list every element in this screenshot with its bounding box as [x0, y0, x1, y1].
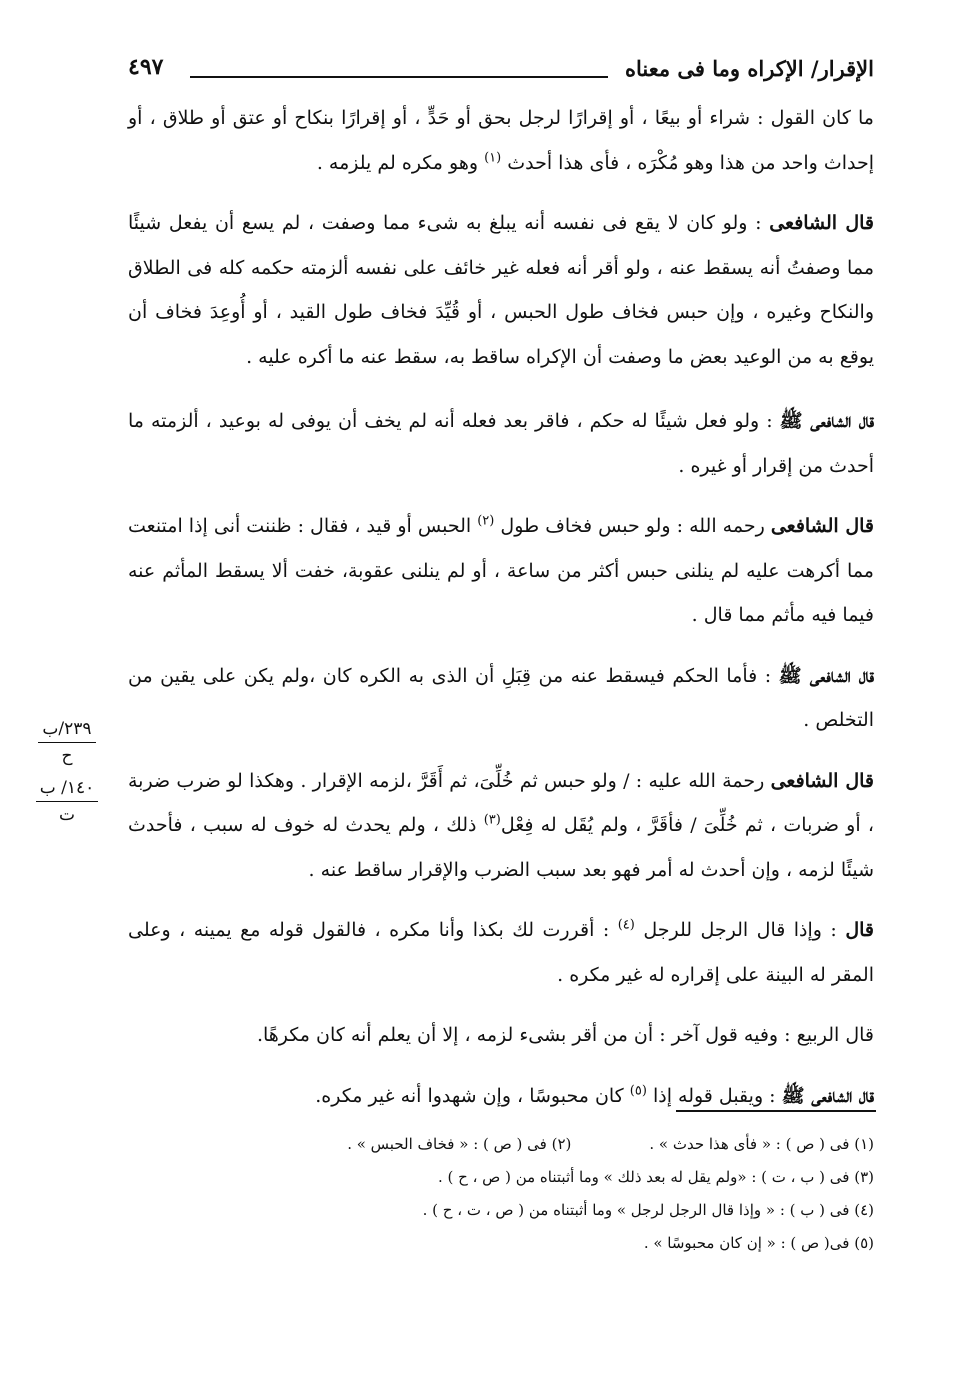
margin-letter: ح — [61, 746, 73, 766]
paragraph-lead: قال — [845, 919, 874, 941]
paragraph — [128, 654, 874, 743]
footnote: (١) فى ( ص ) : « فأى هذا حدث » . — [649, 1135, 874, 1153]
running-title: الإقرار/ الإكراه وما فى معناه — [624, 56, 874, 81]
footnote-row — [150, 1161, 874, 1194]
footnote: (٢) فى ( ص ) : « فخاف الحبس » . — [347, 1135, 572, 1153]
header-rule — [190, 76, 608, 78]
footnote: (٣) فى ( ب ، ت ) : «ولم يقل له بعد ذلك » وما أثبتناه من ( ص ، ح ) . — [437, 1168, 874, 1186]
paragraph-lead: قال الشافعى — [770, 515, 874, 537]
paragraph — [128, 96, 874, 185]
margin-ref: ٢٣٩/ب — [38, 718, 95, 743]
paragraph-lead: قال الشافعى ﷺ — [778, 664, 874, 687]
paragraph-text-after: كان محبوسًا ، وإن شهدوا أنه غير مكره. — [315, 1084, 630, 1107]
footnote: (٤) فى ( ب ) : « وإذا قال الرجل لرجل » وما أثبتناه من ( ص ، ت ، ح ) . — [422, 1201, 874, 1219]
paragraph-text-after: الحبس أو قيد ، فقال : ظننت أنى إذا امتنعت مما أكرهت عليه لم ينلنى حبس أكثر من ساعة ، أو لم ينلنى عقوبة، خفت ألا يسقط المأثم عنه فيما فيه مأثم مما قال . — [128, 515, 874, 626]
page-header — [128, 52, 874, 92]
footnote-row — [150, 1194, 874, 1227]
footnote-row — [150, 1227, 874, 1260]
paragraph — [128, 399, 874, 488]
paragraph — [128, 759, 874, 893]
footnote-marker: (٢) — [477, 513, 495, 529]
paragraph-text: رحمة الله عليه : / ولو حبس ثم خُلِّىَ، ثم أَقَرَّ ،لزمه الإقرار . وهكذا لو ضرب ضربة ، أو ضربات ، ثم خُلِّىَ / فأقَرَّ ، ولم يُقَل له فِعْل — [128, 769, 874, 836]
margin-notes — [22, 718, 112, 836]
footnote-marker: (٥) — [629, 1083, 647, 1099]
paragraph-lead: قال الشافعى ﷺ — [781, 1084, 874, 1107]
paragraph-lead: قال الشافعى ﷺ — [779, 410, 875, 432]
footnote: (٥) فى( ص ) : « إن كان محبوسًا » . — [643, 1234, 874, 1252]
paragraph — [128, 1013, 874, 1058]
page-number: ٤٩٧ — [128, 54, 164, 80]
paragraph-text: ما كان القول : شراء أو بيعًا ، أو إقرارًا لرجل بحق أو حَدٍّ ، أو إقرارًا بنكاح أو عتق أو طلاق ، أو إحداث واحد من هذا وهو مُكْرَه ، فأى هذا أحدث — [128, 107, 874, 174]
paragraph-text-after: وهو مكره لم يلزمه . — [316, 151, 485, 174]
paragraph-text: : ويقبل قوله إذا — [646, 1084, 782, 1107]
footnote-marker: (٣) — [483, 812, 501, 828]
paragraph — [128, 504, 874, 638]
paragraph-text: رحمه الله : ولو حبس فخاف طول — [494, 515, 771, 537]
paragraph-text: : وإذا قال الرجل للرجل — [634, 919, 846, 941]
footnote-row — [150, 1128, 874, 1161]
margin-letter: ت — [58, 805, 75, 825]
paragraph-text: : ولو فعل شيئًا له حكم ، فاقر بعد فعله أنه لم يخف أن يوفى له بوعيد ، ألزمته ما أحدث من إقرار أو غيره . — [128, 410, 874, 477]
margin-ref: ١٤٠/ ب — [36, 777, 99, 802]
paragraph-text-after: : أقررت لك بكذا وأنا مكره ، فالقول قوله مع يمينه ، وعلى المقر له البينة على إقراره له غير مكره . — [128, 919, 874, 986]
paragraph-text: : فأما الحكم فيسقط عنه من قِبَلِ أن الذى به الكره كان ،ولم يكن على يقين من التخلص . — [128, 664, 874, 731]
paragraph-text-after: ذلك ، ولم يحدث له خوف له سبب ، فأحدث شيئًا لزمه ، وإن أحدث له أمر فهو بعد سبب الضرب والإقرار ساقط عنه . — [128, 814, 874, 881]
paragraph-text: : ولو كان لا يقع فى نفسه أنه يبلغ به شىء مما وصفت ، لم يسع أن يفعل شيئًا مما وصفتُ أنه يسقط عنه ، ولو أقر أنه فعله غير خائف على نفسه ألزمته حكمه كله فى الطلاق والنكاح وغيره ، وإن حبس فخاف طول الحبس ، أو قُيِّدَ فخاف طول القيد ، أو أُوعِدَ فخاف أن يوقع به من الوعيد بعض ما وصفت أن الإكراه ساقط به، سقط عنه ما أكره عليه . — [128, 212, 874, 368]
footnote-marker: (٤) — [617, 917, 635, 933]
paragraph-lead: قال الشافعى — [770, 769, 874, 792]
footnote-rule — [676, 1110, 876, 1112]
main-text — [128, 96, 874, 1134]
paragraph — [128, 201, 874, 379]
footnotes — [150, 1128, 874, 1260]
paragraph-lead: قال الشافعى — [769, 212, 875, 234]
paragraph — [128, 908, 874, 997]
paragraph-text: قال الربيع : وفيه قول آخر : أن من أقر بشىء لزمه ، إلا أن يعلم أنه كان مكرهًا. — [256, 1024, 874, 1046]
footnote-marker: (١) — [484, 150, 502, 166]
